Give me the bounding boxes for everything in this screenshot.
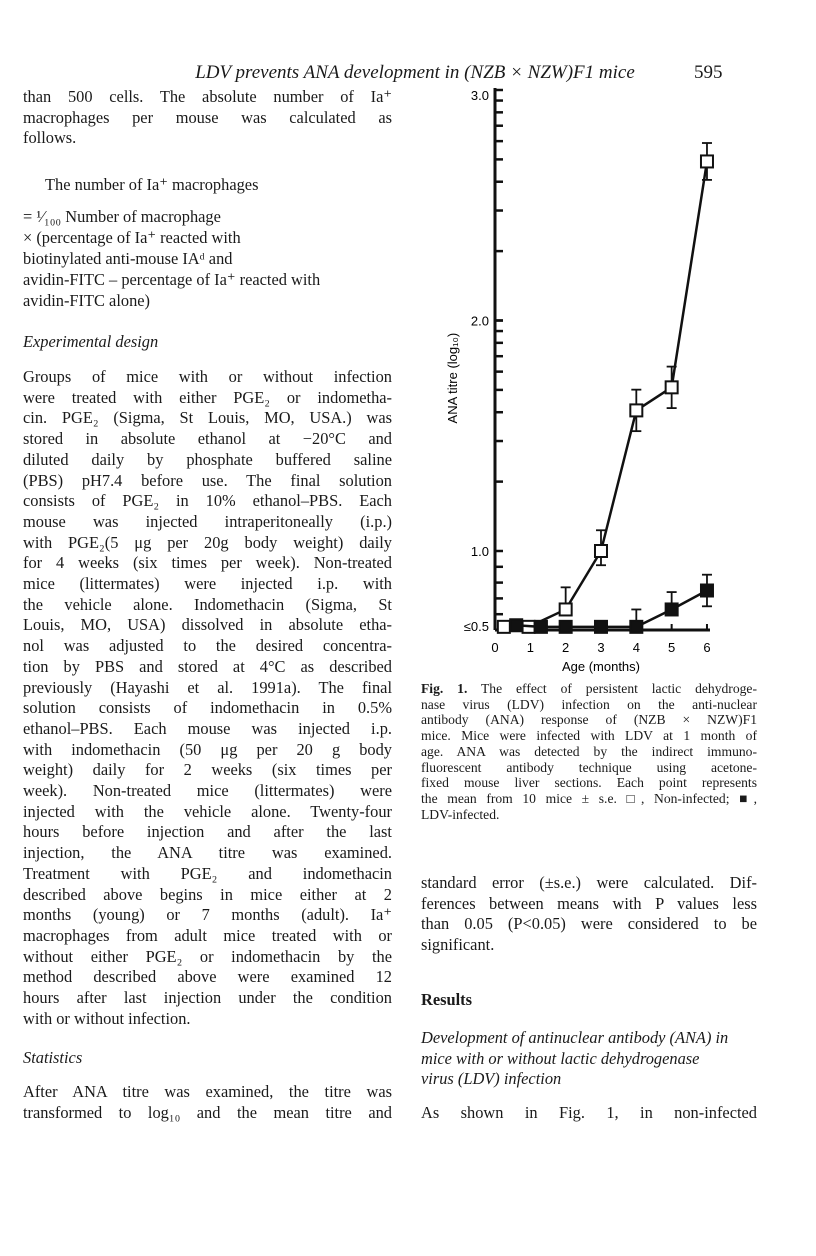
y-tick-label: 1.0 <box>470 544 489 559</box>
x-tick-label: 0 <box>491 640 499 655</box>
text-line: ferences between means with P values less <box>421 893 757 913</box>
running-title: LDV prevents ANA development in (NZB × NZW)F1 mice <box>195 62 635 83</box>
caption-line: fluorescent antibody technique using acetone- <box>421 759 757 775</box>
text-line: than 500 cells. The absolute number of Ia⁺ <box>23 87 392 106</box>
text-line: biotinylated anti-mouse IAᵈ and <box>23 249 233 268</box>
x-axis-label: Age (months) <box>561 659 641 674</box>
text-line: macrophages from adult mice treated with or <box>23 925 392 945</box>
text-line: avidin-FITC – percentage of Ia⁺ reacted with <box>23 270 321 289</box>
text-line: solution consists of indomethacin in 0.5% <box>23 698 392 718</box>
paragraph-statistics-continued <box>421 873 757 956</box>
text-line: Development of antinuclear antibody (ANA) in <box>421 1028 729 1047</box>
text-line: mouse was injected intraperitoneally (i.p.) <box>23 511 392 531</box>
text-line: months (young) or 7 months (adult). Ia⁺ <box>23 905 392 925</box>
caption-line: nase virus (LDV) infection on the anti-nuclear <box>421 696 757 712</box>
heading-statistics: Statistics <box>23 1048 83 1067</box>
filled-square-marker <box>510 619 522 631</box>
text-line: As shown in Fig. 1, in non-infected <box>421 1103 757 1122</box>
text-line: weight) daily for 2 weeks (six times per <box>23 760 392 780</box>
open-square-marker <box>560 603 572 615</box>
text-line: significant. <box>421 935 495 955</box>
filled-square-marker <box>560 621 572 633</box>
text-line: described above begins in mice either at 2 <box>23 884 392 904</box>
text-line: hours after last injection under the condition <box>23 988 392 1008</box>
filled-square-marker <box>701 585 713 597</box>
text-line: × (percentage of Ia⁺ reacted with <box>23 228 241 247</box>
text-line: ethanol–PBS. Each mouse was injected i.p. <box>23 718 392 738</box>
paragraph-statistics <box>23 1082 392 1123</box>
text-line: stored in absolute ethanol at −20°C and <box>23 429 392 449</box>
y-axis-label: ANA titre (log₁₀) <box>445 332 460 424</box>
open-square-marker <box>595 545 607 557</box>
caption-text: The effect of persistent lactic dehydroge- <box>467 681 757 696</box>
figure-caption <box>421 681 757 822</box>
heading-results: Results <box>421 990 472 1009</box>
text-line: hours before injection and after the last <box>23 822 392 842</box>
open-square-marker <box>630 404 642 416</box>
formula <box>23 206 392 311</box>
paragraph-results <box>421 1103 757 1124</box>
text-line: avidin-FITC alone) <box>23 291 150 310</box>
text-line: than 0.05 (P<0.05) were considered to be <box>421 914 757 934</box>
text-line: mice with or without lactic dehydrogenase <box>421 1048 700 1068</box>
text-line: were treated with either PGE₂ or indometha- <box>23 387 392 407</box>
text-line: Treatment with PGE₂ and indomethacin <box>23 863 392 883</box>
text-line: (PBS) pH7.4 before use. The final solution <box>23 470 392 490</box>
text-line: method described above were examined 12 <box>23 967 392 987</box>
text-line: The number of Ia⁺ macrophages <box>45 175 259 194</box>
caption-line <box>421 681 757 697</box>
ana-titre-chart <box>420 60 760 680</box>
text-line: Louis, MO, USA) dissolved in absolute etha- <box>23 615 392 635</box>
paragraph-macrophage-count <box>23 87 392 149</box>
open-square-marker <box>498 621 510 633</box>
page-number: 595 <box>694 62 723 83</box>
x-tick-label: 2 <box>562 640 570 655</box>
text-line: tion by PBS and stored at 4°C as described <box>23 656 392 676</box>
y-tick-label: 2.0 <box>470 313 489 329</box>
open-square-marker <box>701 155 713 167</box>
caption-line: mice. Mice were infected with LDV at 1 month of <box>421 728 757 744</box>
paragraph-number-of-macrophages <box>23 175 392 196</box>
text-line: previously (Hayashi et al. 1991a). The final <box>23 677 392 697</box>
text-line: for 4 weeks (six times per week). Non-treated <box>23 553 392 573</box>
caption-line: LDV-infected. <box>421 806 500 822</box>
text-line: with PGE₂(5 μg per 20g body weight) daily <box>23 532 392 552</box>
caption-line: age. ANA was detected by the indirect immuno- <box>421 743 757 759</box>
y-tick-label: 3.0 <box>470 88 489 103</box>
caption-label: Fig. 1. <box>421 681 468 696</box>
text-line: the vehicle alone. Indomethacin (Sigma, St <box>23 594 392 614</box>
caption-line: the mean from 10 mice ± s.e. □, Non-infected; ■, <box>421 790 757 806</box>
text-line: consists of PGE₂ in 10% ethanol–PBS. Each <box>23 491 392 511</box>
text-line: cin. PGE₂ (Sigma, St Louis, MO, USA.) was <box>23 408 392 428</box>
filled-square-marker <box>535 621 547 633</box>
text-line: with or without infection. <box>23 1008 191 1028</box>
text-line: nol was adjusted to the desired concentra- <box>23 636 392 656</box>
text-line: After ANA titre was examined, the titre was <box>23 1082 392 1101</box>
heading-experimental-design: Experimental design <box>23 332 159 351</box>
text-line: macrophages per mouse was calculated as <box>23 107 392 127</box>
paragraph-experimental-design <box>23 367 392 1030</box>
x-tick-label: 5 <box>668 640 676 655</box>
filled-square-marker <box>666 603 678 615</box>
x-tick-label: 1 <box>526 640 534 655</box>
text-line: mice (littermates) were injected i.p. with <box>23 574 392 594</box>
text-line: week). Non-treated mice (littermates) were <box>23 781 392 801</box>
text-line: standard error (±s.e.) were calculated. Dif- <box>421 873 757 892</box>
text-line: Groups of mice with or without infection <box>23 367 392 386</box>
text-line: diluted daily by phosphate buffered saline <box>23 449 392 469</box>
open-square-marker <box>666 381 678 393</box>
caption-line: antibody (ANA) response of (NZB × NZW)F1 <box>421 712 757 728</box>
x-tick-label: 6 <box>703 640 711 655</box>
x-tick-label: 4 <box>632 640 640 655</box>
filled-square-marker <box>630 621 642 633</box>
text-line: with indomethacin (50 μg per 20 g body <box>23 739 392 759</box>
text-line: injected with the vehicle alone. Twenty-four <box>23 801 392 821</box>
text-line: injection, the ANA titre was examined. <box>23 843 392 863</box>
y-tick-label: ≤0.5 <box>463 619 489 634</box>
text-line: transformed to log₁₀ and the mean titre and <box>23 1102 392 1122</box>
caption-line: fixed mouse liver sections. Each point represents <box>421 775 757 791</box>
text-line: without either PGE₂ or indomethacin by the <box>23 946 392 966</box>
subheading-ana-development <box>421 1028 757 1090</box>
text-line: follows. <box>23 128 77 148</box>
filled-square-marker <box>595 621 607 633</box>
x-tick-label: 3 <box>597 640 605 655</box>
text-line: virus (LDV) infection <box>421 1069 562 1089</box>
text-line: = ¹⁄₁₀₀ Number of macrophage <box>23 207 221 226</box>
